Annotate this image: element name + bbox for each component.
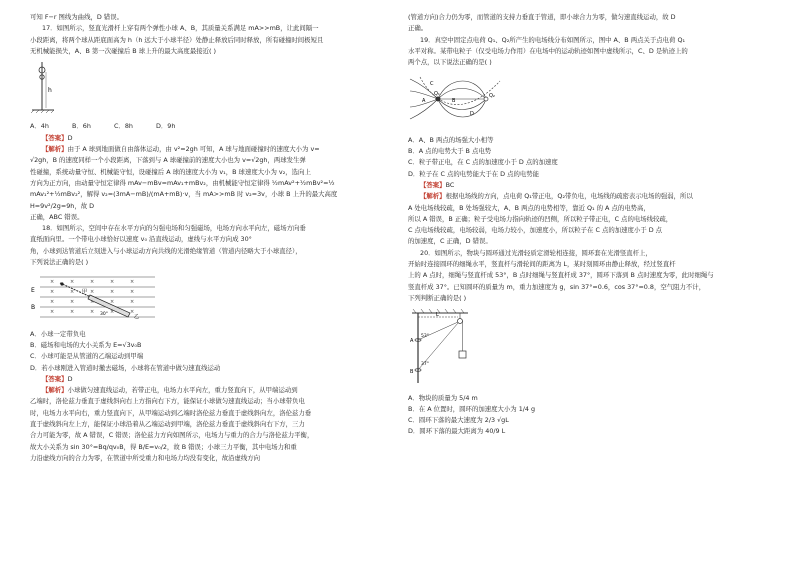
q1-label: Q₁ [434,91,440,98]
answer-18 [30,374,382,385]
analysis-tag: 【解析】 [42,145,68,154]
question-18-stem: 18．如图所示，空间中存在水平方向的匀强电场和匀强磁场，电场方向水平向左，磁场方向垂 [42,224,306,233]
answer-17 [30,133,382,144]
option-a: A．物块的质量为 5/4 m [408,393,478,402]
option-c: C．粒子带正电，在 C 点的加速度小于 D 点的加速度 [408,158,558,167]
question-20-stem: 20．如图所示，物块与圆环通过光滑轻质定滑轮相连接，圆环套在光滑竖直杆上， [420,248,652,257]
text-line: 水平对称。某带电粒子（仅受电场力作用）在电场中的运动轨迹如图中虚线所示，C、D 是轨迹上的 [408,46,688,55]
svg-text:×: × [70,309,75,316]
svg-text:×: × [130,279,135,286]
field-b-label: B [31,304,36,312]
point-a-label: A [422,98,426,105]
distance-label: L [436,312,439,319]
svg-text:×: × [50,299,55,306]
option-d: D．9h [156,122,176,131]
analysis-text: 小球做匀速直线运动，若带正电，电场力水平向左，重力竖直向下，从甲端运动到 [67,386,298,395]
point-b-label: B [410,369,414,376]
analysis-text: 根据电场线的方向，点电荷 Q₁带正电，Q₂带负电，电场线的疏密表示电场的强弱，所以 [445,192,693,201]
option-a: A．A、B 两点的场强大小相等 [408,135,494,144]
svg-text:×: × [90,299,95,306]
answer-19 [408,180,760,191]
pulley [458,319,463,324]
svg-text:×: × [70,299,75,306]
option-d: D．粒子在 C 点的电势能大于在 D 点的电势能 [408,169,540,178]
charge-q1 [436,97,441,102]
text-line: 两个点，以下说法正确的是( ) [408,58,492,67]
rod-balls-diagram [30,60,70,114]
height-label: h [48,87,52,95]
text-line: 下列判断正确的是( ) [408,293,467,302]
svg-text:×: × [90,279,95,286]
text-line: 方向为正方向，由动量守恒定律得 mAv−mBv=mAv₁+mBv₂，由机械能守恒定律得 ½mAv²+½mBv²=½ [30,178,335,187]
angle-53-label: 53° [421,334,429,340]
answer-value: D [67,374,73,383]
analysis-19 [408,191,760,202]
option-c: C．8h [114,122,133,131]
text-line: 合力可能为零，故 A 错误，C 错误；洛伦兹力方向如图所示，电场力与重力的合力与洛伦兹力平衡， [30,431,314,440]
text-line: 故大小关系为 sin 30°=Bq/qv₀B，得 B/E=v₀/2，故 B 错误；小球三力平衡，其中电场力和重 [30,442,297,451]
option-c: C．圆环下落的最大速度为 2/3 √gL [408,416,509,425]
answer-value: BC [445,180,455,189]
question-19-stem: 19．真空中固定点电荷 Q₁、Q₂所产生的电场线分布如图所示，图中 A、B 两点关于点电荷 Q₁ [420,35,686,44]
text-line: 性碰撞，系统动量守恒、机械能守恒，设碰撞后 A 球的速度大小为 v₁，B 球速度大小为 v₂，选向上 [30,167,311,176]
analysis-text: 由于 A 球到地面做自由落体运动，由 v²=2gh 可知，A 球与地面碰撞时的速度大小为 v= [67,145,320,154]
svg-text:×: × [130,289,135,296]
text-line: 直于虚线斜向左上方，能保证小球沿着从乙端运动到甲端，洛伦兹力垂直于虚线斜向右下方，三力 [30,420,305,429]
text-line: mAv₁²+½mBv₂²，解得 v₂=(3mA−mB)/(mA+mB)·v，当 mA>>mB 时 v₂=3v，小球 B 上升的最大高度 H=9v²/2g=9h，故 D [30,190,338,210]
svg-text:×: × [90,289,95,296]
text-line: 无机械能损失，A、B 第一次碰撞后 B 球上升的最大高度最接近( ) [30,46,217,55]
answer-tag: 【答案】 [42,133,68,142]
analysis-17 [30,144,382,155]
text-line: (管道方向)合力仍为零，而管道的支持力垂直于管道，即小球合力为零，做匀速直线运动，故 D [408,13,676,21]
svg-text:×: × [50,289,55,296]
text-line: C 点电场线较疏，电场较弱，电场力较小，加速度小，所以粒子在 C 点的加速度小于 D 点 [408,226,663,235]
option-b: B．A 点的电势大于 B 点电势 [408,147,492,156]
analysis-tag: 【解析】 [420,192,446,201]
question-17-options [30,121,382,132]
option-a: A．4h [30,122,49,131]
svg-text:×: × [110,279,115,286]
text-line: √2gh，B 的速度同样一个小段距离，下落到与 A 球碰撞前的速度大小也为 v=√2gh，两球发生弹 [30,156,306,165]
answer-tag: 【答案】 [420,180,446,189]
option-a: A．小球一定带负电 [30,329,86,338]
analysis-tag: 【解析】 [42,386,68,395]
field-tube-diagram [30,271,160,321]
text-line: 竖直杆成 37°。已知圆环的质量为 m，重力加速度为 g，sin 37°=0.6，cos 37°=0.8，空气阻力不计， [408,282,706,291]
right-column [408,12,760,438]
ball [60,283,63,286]
text-line: 角，小球到达管道后立刻进入与小球运动方向共线的光滑绝缘管道（管道内径略大于小球直径）， [30,246,302,255]
svg-text:×: × [110,309,115,316]
option-c: C．小球可能是从管道的乙端运动到甲端 [30,352,144,361]
tube [88,295,130,317]
figure-20 [408,307,760,389]
figure-19 [408,71,760,131]
svg-text:×: × [50,309,55,316]
field-e-label: E [31,287,35,295]
angle-37-label: 37° [421,362,429,368]
text-line: 的加速度，C 正确，D 错误。 [408,237,492,246]
option-d: D．圆环下落的最大距离为 40/9 L [408,427,506,436]
point-c-label: C [430,81,434,88]
text-line: 开始时连接圆环的细绳水平，竖直杆与滑轮间的距离为 L，某时刻圆环由静止释放，经过竖直杆 [408,260,676,269]
figure-17 [30,60,382,118]
block [459,351,466,358]
field-lines-diagram [408,71,508,127]
option-b: B．6h [72,122,91,131]
text-line: 上的 A 点时，细绳与竖直杆成 53°，B 点时细绳与竖直杆成 37°，圆环下落到 B 点时速度为零，此时细绳与 [408,271,714,280]
svg-text:×: × [130,299,135,306]
text-line: 所以 A 错误，B 正确；粒子受电场力指向轨迹的凹侧，所以粒子带正电，C 点的电场线较疏， [408,214,673,223]
svg-text:×: × [70,289,75,296]
svg-text:×: × [70,279,75,286]
option-b: B．在 A 位置时，圆环的加速度大小为 1/4 g [408,404,536,413]
charge-q2 [484,97,488,101]
left-column [30,12,382,464]
point-d-label: D [470,111,474,118]
point-b-label: B [452,98,456,105]
point-a-label: A [410,338,414,345]
text-line: 正确。 [408,24,428,33]
text-line: 正确，ABC 错误。 [30,212,84,221]
svg-text:×: × [90,309,95,316]
answer-value: D [67,133,73,142]
text-line: 直纸面向里。一个带电小球恰好以速度 v₀ 沿直线运动，虚线与水平方向成 30° [30,235,252,244]
svg-text:×: × [50,279,55,286]
pulley-ring-diagram [408,307,478,385]
option-d: D．若小球刚进入管道时撤去磁场，小球将在管道中做匀速直线运动 [30,363,221,372]
option-b: B．磁场和电场的大小关系为 E=√3v₀B [30,340,142,349]
question-17-stem: 17．如图所示，竖直光滑杆上穿有两个弹性小球 A、B，其质量关系满足 mA>>mB，让此间隔一 [42,24,319,33]
text-line: 小段距离，将两个球从距底面高为 h（h 远大于小球半径）处静止释放后同时释放，所有碰撞时间极短且 [30,35,324,44]
figure-18 [30,271,382,325]
text-line: 下列说法正确的是( ) [30,258,89,267]
text-line: 时，电场力水平向右，重力竖直向下，从甲端运动到乙端时洛伦兹力垂直于虚线斜向左，洛伦兹力垂 [30,408,312,417]
angle-label: 30° [100,312,108,318]
text-line: A 处电场线较疏，B 处场强较大，A、B 两点的电势相等，靠近 Q₁ 的 A 点的电势高， [408,203,650,212]
end-yi-label: 乙 [134,314,140,321]
analysis-18 [30,385,382,396]
svg-text:×: × [110,289,115,296]
end-jia-label: 甲 [82,289,88,296]
svg-text:×: × [130,309,135,316]
text-line: 乙端时，洛伦兹力垂直于虚线斜向右上方指向右下方，能保证小球做匀速直线运动；当小球带负电 [30,397,305,406]
svg-text:×: × [110,299,115,306]
q2-label: Q₂ [489,93,495,100]
answer-tag: 【答案】 [42,374,68,383]
text-line: 可知 F−r 图线为曲线，D 错误。 [30,13,123,21]
text-line: 力沿虚线方向的合力为零，在管道中所受重力和电场力均没有变化，故沿虚线方向 [30,453,261,462]
